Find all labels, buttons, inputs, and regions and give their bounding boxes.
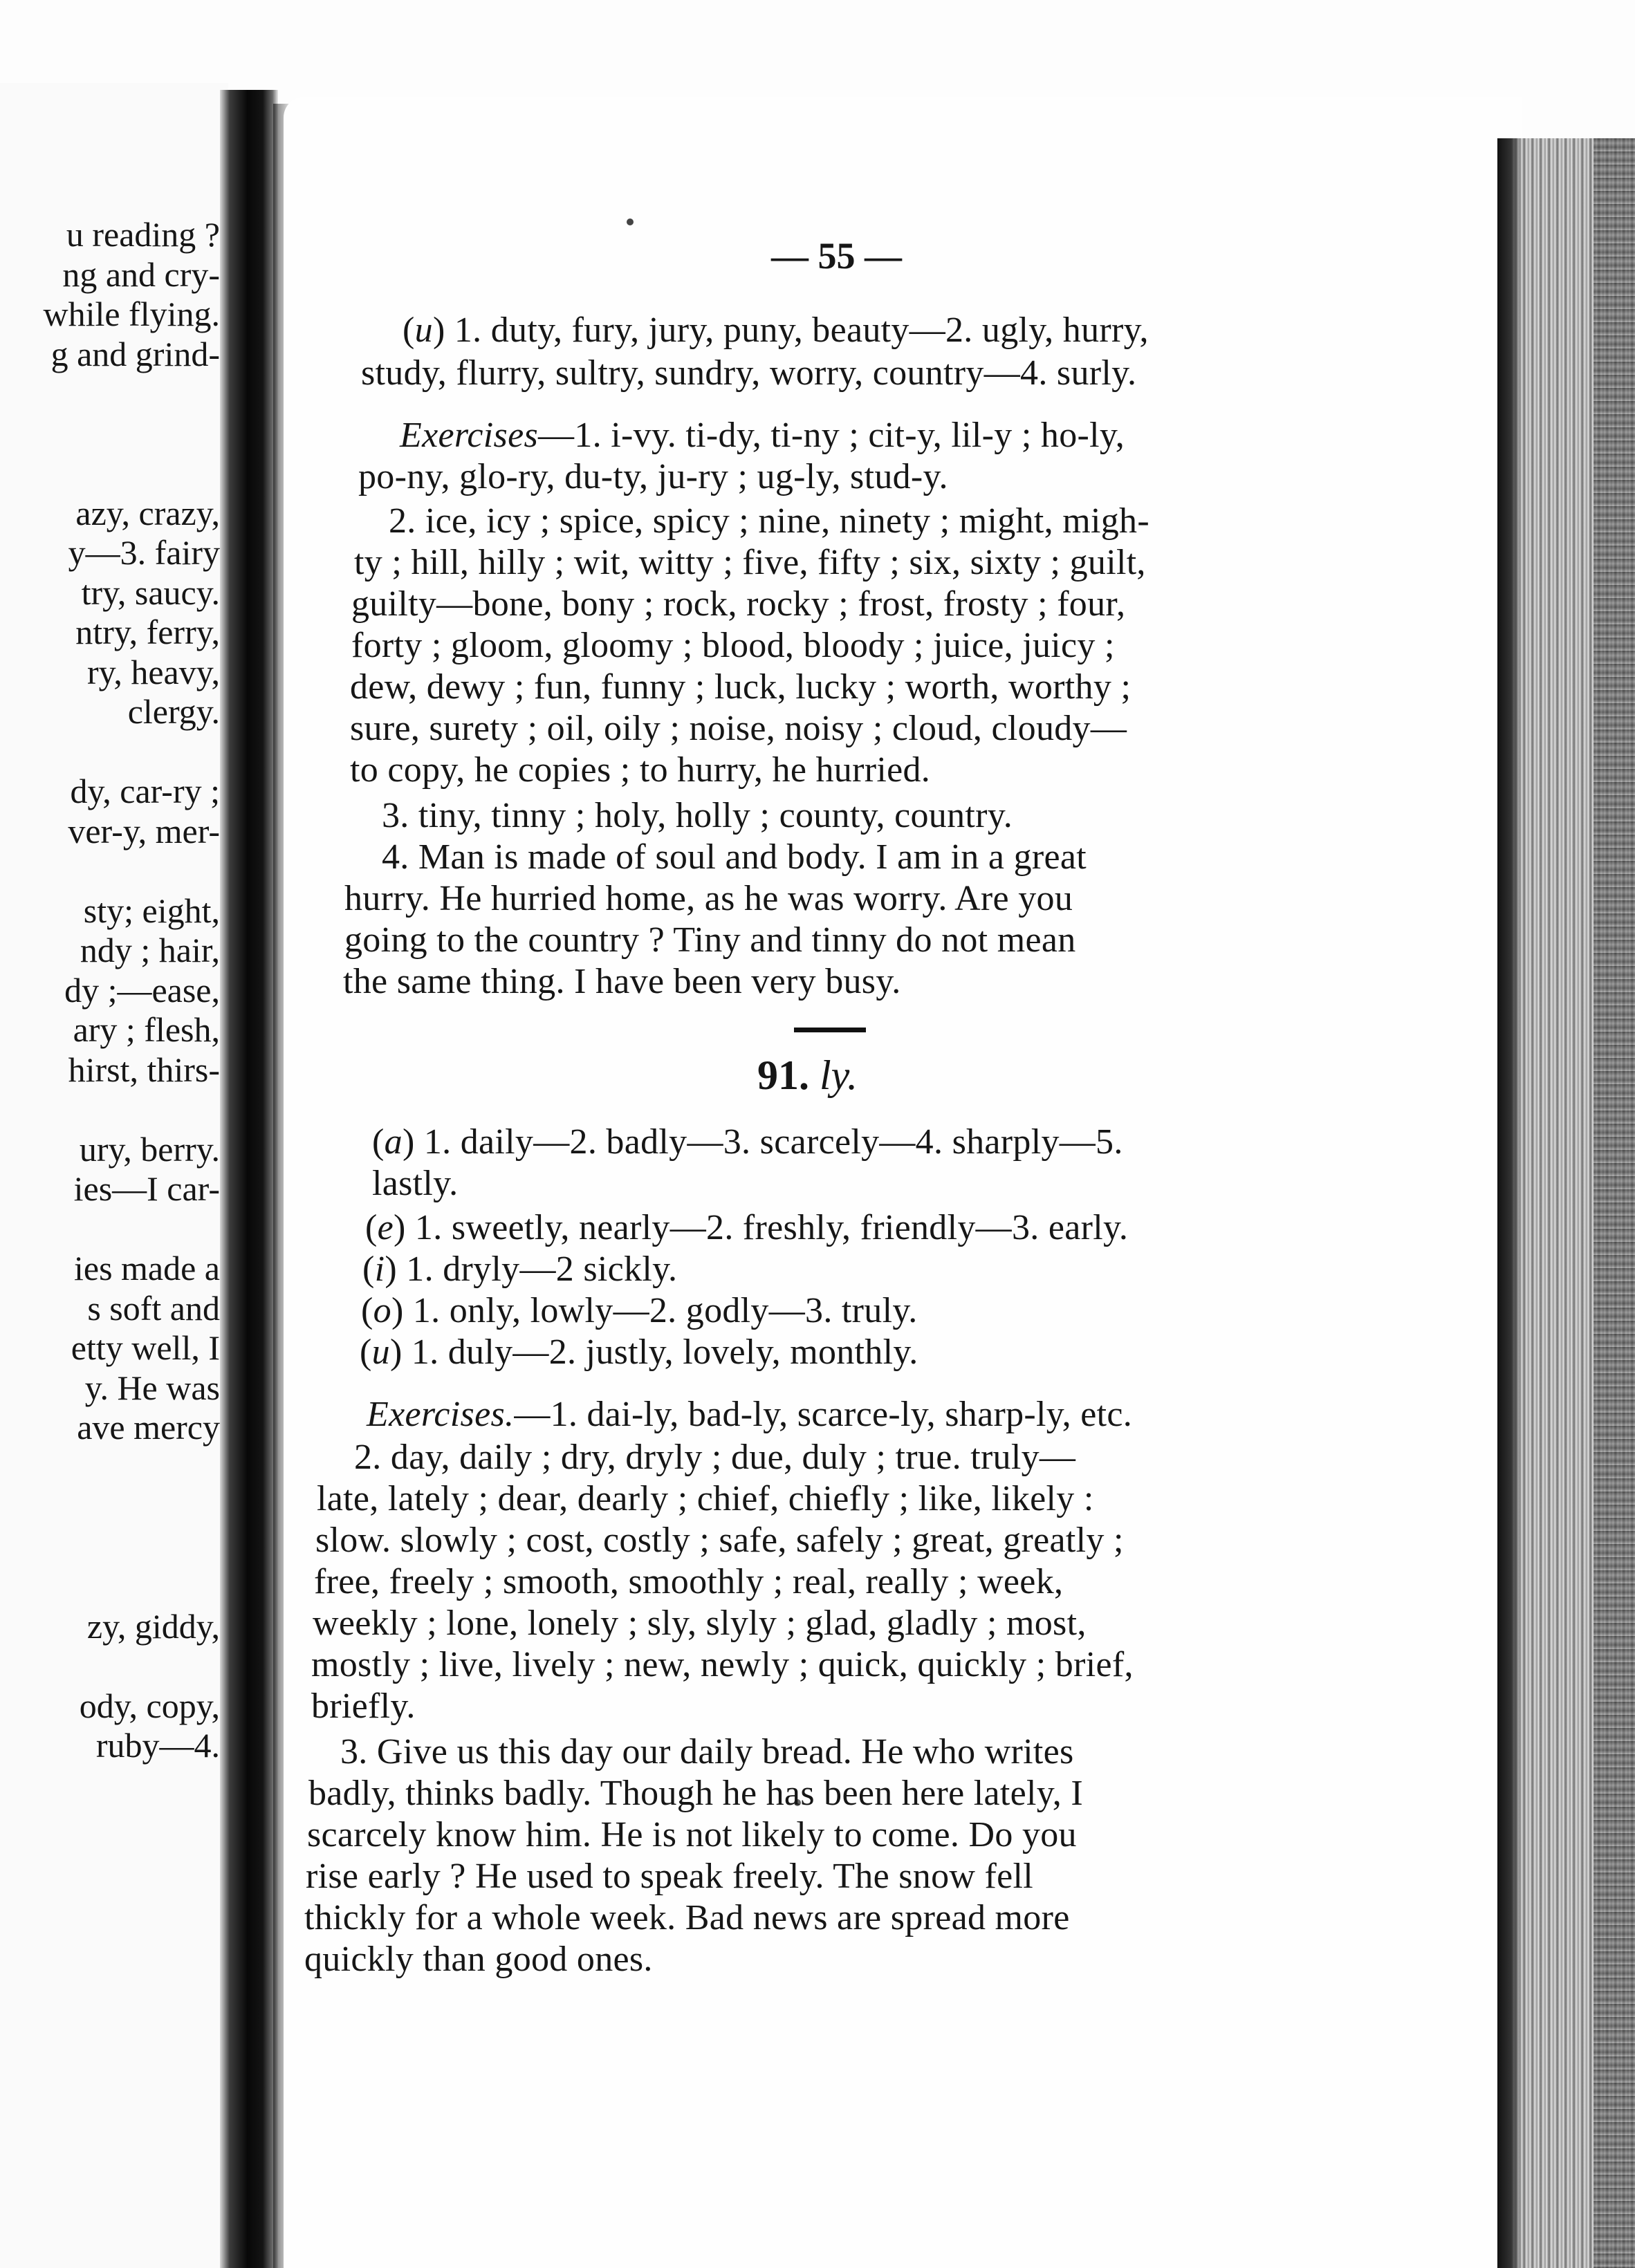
- lesson-91-line: (u) 1. duly—2. justly, lovely, monthly.: [360, 1332, 918, 1372]
- lesson-91-line: (o) 1. only, lowly—2. godly—3. truly.: [361, 1291, 918, 1330]
- left-page: [0, 83, 228, 2268]
- exercise-line: going to the country ? Tiny and tinny do not mean: [344, 920, 1076, 960]
- lesson-91-line: (i) 1. dryly—2 sickly.: [362, 1249, 678, 1289]
- exercise-line: sure, surety ; oil, oily ; noise, noisy ; cloud, cloudy—: [350, 709, 1127, 748]
- book-gutter: [220, 90, 278, 2268]
- lesson-heading: [757, 1051, 858, 1099]
- left-page-line: ver-y, mer-: [68, 811, 220, 850]
- left-page-line: ndy ; hair,: [80, 931, 220, 969]
- exercise-line: forty ; gloom, gloomy ; blood, bloody ; juice, juicy ;: [351, 626, 1115, 665]
- left-page-line: dy, car-ry ;: [70, 772, 220, 810]
- lesson-91-line: (a) 1. daily—2. badly—3. scarcely—4. sharply—5.: [372, 1122, 1123, 1162]
- left-page-line: s soft and: [87, 1288, 220, 1328]
- left-page-line: while flying.: [43, 295, 220, 333]
- section-u-line: study, flurry, sultry, sundry, worry, country—4. surly.: [361, 353, 1137, 393]
- left-page-line: ry, heavy,: [86, 652, 220, 691]
- exercise-line: free, freely ; smooth, smoothly ; real, really ; week,: [314, 1562, 1064, 1601]
- left-page-line: ury, berry.: [79, 1129, 220, 1169]
- exercise-line: thickly for a whole week. Bad news are spread more: [304, 1898, 1070, 1937]
- exercise-line: rise early ? He used to speak freely. The snow fell: [306, 1857, 1034, 1896]
- lesson-number: 91.: [757, 1052, 809, 1098]
- exercise-line: weekly ; lone, lonely ; sly, slyly ; glad, gladly ; most,: [313, 1604, 1087, 1643]
- exercise-line: mostly ; live, lively ; new, newly ; quick, quickly ; brief,: [311, 1645, 1134, 1684]
- page-edges: [1497, 138, 1635, 2268]
- lesson-91-line: lastly.: [372, 1164, 459, 1203]
- left-page-line: try, saucy.: [81, 573, 220, 612]
- exercise-line: quickly than good ones.: [304, 1940, 653, 1979]
- exercise-line: hurry. He hurried home, as he was worry. Are you: [344, 879, 1073, 918]
- exercise-line: po-ny, glo-ry, du-ty, ju-ry ; ug-ly, stud-y.: [358, 457, 948, 496]
- left-page-line: etty well, I: [71, 1328, 220, 1367]
- exercise-line: dew, dewy ; fun, funny ; luck, lucky ; worth, worthy ;: [350, 667, 1131, 707]
- left-page-line: ave mercy: [77, 1408, 220, 1447]
- left-page-line: y. He was: [84, 1368, 220, 1407]
- exercise-line: 3. Give us this day our daily bread. He who writes: [340, 1732, 1074, 1772]
- exercise-line: slow. slowly ; cost, costly ; safe, safely ; great, greatly ;: [315, 1521, 1124, 1560]
- exercise-line: 2. day, daily ; dry, dryly ; due, duly ; true. truly—: [354, 1438, 1076, 1477]
- section-rule: [794, 1028, 866, 1032]
- section-u-line: (u) 1. duty, fury, jury, puny, beauty—2. ugly, hurry,: [403, 310, 1149, 350]
- exercise-line: guilty—bone, bony ; rock, rocky ; frost, frosty ; four,: [351, 584, 1126, 624]
- page-number: — 55 —: [771, 235, 902, 277]
- left-page-line: ies made a: [73, 1249, 220, 1288]
- left-page-line: g and grind-: [50, 334, 220, 373]
- lesson-title: ly.: [820, 1052, 858, 1098]
- exercise-line: the same thing. I have been very busy.: [343, 962, 901, 1001]
- left-page-line: ies—I car-: [73, 1169, 220, 1208]
- exercise-line: ty ; hill, hilly ; wit, witty ; five, fifty ; six, sixty ; guilt,: [354, 543, 1146, 582]
- exercise-line: briefly.: [311, 1686, 416, 1726]
- exercise-line: late, lately ; dear, dearly ; chief, chiefly ; like, likely :: [317, 1479, 1094, 1518]
- left-page-line: ary ; flesh,: [73, 1010, 220, 1049]
- exercise-line: 4. Man is made of soul and body. I am in a great: [382, 837, 1087, 877]
- left-page-line: azy, crazy,: [75, 493, 220, 532]
- left-page-line: sty; eight,: [83, 891, 220, 930]
- exercise-line: badly, thinks badly. Though he has been here lately, I: [308, 1774, 1083, 1813]
- lesson-91-line: (e) 1. sweetly, nearly—2. freshly, friendly—3. early.: [365, 1208, 1129, 1247]
- ink-speck: [627, 219, 634, 225]
- left-page-line: hirst, thirs-: [68, 1050, 220, 1089]
- left-page-line: dy ;—ease,: [64, 970, 220, 1010]
- left-page-line: ntry, ferry,: [75, 613, 220, 651]
- left-page-line: y—3. fairy: [68, 533, 220, 572]
- exercise-line: 2. ice, icy ; spice, spicy ; nine, ninety ; might, migh-: [389, 501, 1149, 541]
- left-page-line: clergy.: [127, 692, 220, 731]
- left-page-line: ody, copy,: [79, 1686, 220, 1725]
- left-page-line: ruby—4.: [95, 1726, 220, 1765]
- exercise-line: 3. tiny, tinny ; holy, holly ; county, country.: [382, 796, 1013, 835]
- exercise-line: to copy, he copies ; to hurry, he hurried.: [350, 750, 931, 790]
- left-page-line: u reading ?: [66, 215, 220, 254]
- exercise-line: Exercises—1. i-vy. ti-dy, ti-ny ; cit-y, lil-y ; ho-ly,: [400, 416, 1125, 455]
- exercise-line: Exercises.—1. dai-ly, bad-ly, scarce-ly, sharp-ly, etc.: [367, 1395, 1133, 1434]
- left-page-line: ng and cry-: [62, 254, 220, 294]
- left-page-line: zy, giddy,: [86, 1606, 220, 1646]
- exercise-line: scarcely know him. He is not likely to come. Do you: [307, 1815, 1077, 1855]
